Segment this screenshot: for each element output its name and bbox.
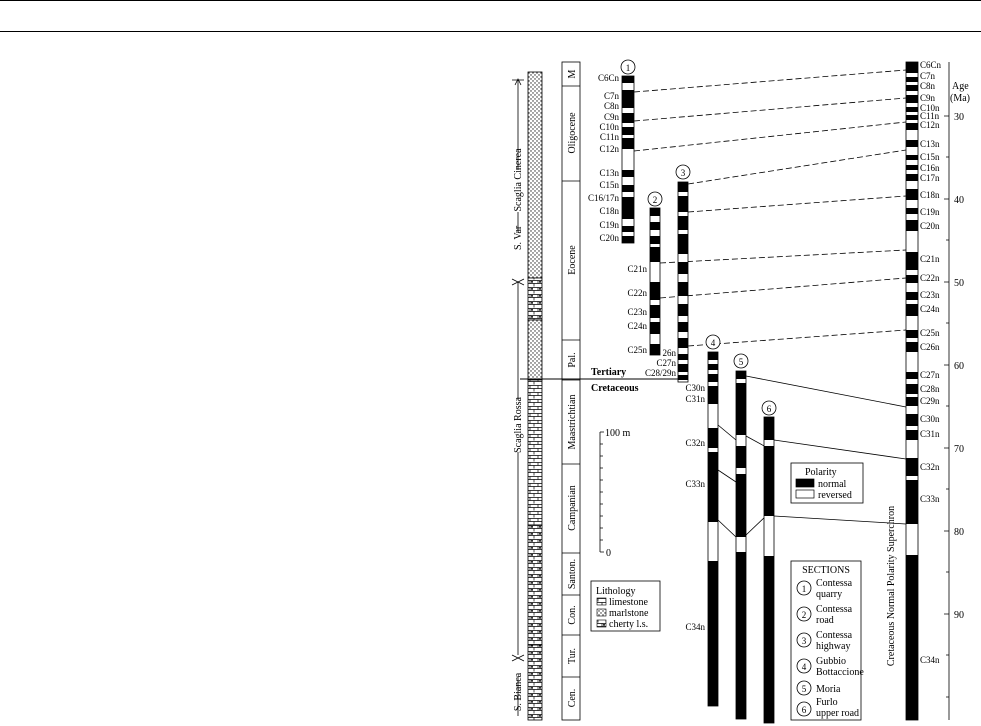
epoch-campanian: Campanian bbox=[567, 485, 578, 531]
section-markers bbox=[621, 60, 776, 415]
svg-text:4: 4 bbox=[710, 338, 716, 348]
chron-label: C16/17n bbox=[587, 193, 619, 203]
epoch-con: Con. bbox=[567, 605, 578, 625]
chron-label: C17n bbox=[920, 173, 940, 183]
age-axis bbox=[944, 62, 970, 720]
superchron-label: Cretaceous Normal Polarity Superchron bbox=[886, 505, 897, 667]
chron-label: C31n bbox=[920, 429, 940, 439]
section-marker-2 bbox=[648, 192, 662, 206]
lithology-legend-limestone: limestone bbox=[609, 597, 648, 608]
epoch-column bbox=[562, 62, 580, 720]
chron-label: C24n bbox=[920, 304, 940, 314]
svg-text:Gubbio: Gubbio bbox=[816, 656, 846, 667]
svg-text:1: 1 bbox=[625, 63, 631, 73]
column-1 bbox=[622, 76, 634, 243]
age-axis-title: Age bbox=[952, 81, 969, 92]
svg-text:3: 3 bbox=[801, 636, 807, 646]
age-tick-label: 70 bbox=[954, 444, 964, 455]
chron-label: C15n bbox=[599, 180, 619, 190]
svg-text:Contessa: Contessa bbox=[816, 578, 853, 589]
chron-label: 26n bbox=[662, 348, 676, 358]
polarity-legend-normal: normal bbox=[818, 479, 847, 490]
chron-label: C9n bbox=[603, 112, 619, 122]
chron-label: C24n bbox=[627, 321, 647, 331]
svg-text:Contessa: Contessa bbox=[816, 604, 853, 615]
chron-label: C26n bbox=[920, 342, 940, 352]
epoch-tur: Tur. bbox=[567, 647, 578, 665]
chron-label: C12n bbox=[920, 120, 940, 130]
chron-label: C11n bbox=[920, 111, 940, 121]
formation-scaglia-cinerea: Scaglia Cinerea bbox=[513, 148, 524, 212]
scale-bar-top-label: 100 m bbox=[605, 428, 631, 439]
chron-label: C34n bbox=[920, 655, 940, 665]
sections-legend-title: SECTIONS bbox=[802, 565, 850, 576]
reference-column bbox=[906, 62, 918, 720]
svg-text:4: 4 bbox=[801, 662, 807, 672]
column-2 bbox=[650, 208, 660, 355]
section-marker-3 bbox=[676, 165, 690, 179]
section-marker-5 bbox=[734, 354, 748, 368]
svg-text:upper road: upper road bbox=[816, 708, 860, 719]
epoch-pal: Pal. bbox=[567, 352, 578, 368]
chron-label: C18n bbox=[920, 190, 940, 200]
chron-label: C34n bbox=[685, 622, 705, 632]
chron-label: C20n bbox=[599, 233, 619, 243]
age-tick-label: 60 bbox=[954, 361, 964, 372]
chron-label: C7n bbox=[603, 91, 619, 101]
chron-label: C27n bbox=[920, 370, 940, 380]
section-marker-4 bbox=[706, 335, 720, 349]
sections-legend bbox=[791, 561, 864, 720]
chron-label: C23n bbox=[627, 307, 647, 317]
scale-bar-bottom-label: 0 bbox=[606, 548, 611, 559]
svg-text:Furlo: Furlo bbox=[816, 697, 838, 708]
chron-label: C10n bbox=[599, 122, 619, 132]
chron-label: C19n bbox=[599, 220, 619, 230]
chron-label: C29n bbox=[920, 396, 940, 406]
age-tick-label: 30 bbox=[954, 112, 964, 123]
svg-text:3: 3 bbox=[680, 168, 686, 178]
age-tick-label: 90 bbox=[954, 610, 964, 621]
tertiary-label: Tertiary bbox=[591, 367, 627, 378]
section-marker-1 bbox=[621, 60, 635, 74]
sections-legend-item bbox=[797, 681, 841, 695]
chron-label: C22n bbox=[920, 273, 940, 283]
chron-label: C22n bbox=[627, 288, 647, 298]
chron-label: C21n bbox=[627, 264, 647, 274]
column-3 bbox=[678, 182, 688, 382]
lithology-legend-title: Lithology bbox=[596, 586, 636, 597]
age-tick-label: 40 bbox=[954, 195, 964, 206]
epoch-santon: Santon. bbox=[567, 558, 578, 590]
chron-label: C30n bbox=[920, 414, 940, 424]
svg-text:6: 6 bbox=[766, 404, 772, 414]
chron-label: C8n bbox=[603, 101, 619, 111]
chron-label: C20n bbox=[920, 221, 940, 231]
svg-text:Moria: Moria bbox=[816, 684, 841, 695]
section-marker-6 bbox=[762, 401, 776, 415]
reference-chron-labels bbox=[920, 60, 942, 665]
chron-label: C33n bbox=[685, 479, 705, 489]
formation-s-bianca: S. Bianca bbox=[513, 672, 524, 712]
lithology-legend-cherty: cherty l.s. bbox=[609, 619, 649, 630]
chron-label: C6Cn bbox=[597, 73, 619, 83]
chron-label: C32n bbox=[920, 462, 940, 472]
chron-label: C25n bbox=[920, 328, 940, 338]
chron-label: C32n bbox=[685, 438, 705, 448]
chron-label: C28/29n bbox=[644, 368, 676, 378]
column-3-chron-labels bbox=[645, 348, 706, 404]
formation-labels bbox=[513, 148, 524, 711]
svg-text:highway: highway bbox=[816, 641, 851, 652]
chron-label: C21n bbox=[920, 254, 940, 264]
age-tick-label: 80 bbox=[954, 527, 964, 538]
formation-s-var: S. Var bbox=[513, 225, 524, 250]
chron-label: C27n bbox=[656, 358, 676, 368]
lithology-legend bbox=[591, 581, 660, 631]
age-tick-label: 50 bbox=[954, 278, 964, 289]
chron-label: C10n bbox=[920, 103, 940, 113]
svg-text:1: 1 bbox=[801, 584, 807, 594]
chron-label: C7n bbox=[920, 71, 936, 81]
epoch-maastrichtian: Maastrichtian bbox=[567, 394, 578, 450]
column-5 bbox=[736, 371, 746, 719]
epoch-eocene: Eocene bbox=[567, 245, 578, 275]
column-4-chron-labels bbox=[685, 438, 705, 632]
chron-label: C9n bbox=[920, 93, 936, 103]
chron-label: C8n bbox=[920, 81, 936, 91]
cretaceous-label: Cretaceous bbox=[591, 383, 639, 394]
chron-label: C33n bbox=[920, 494, 940, 504]
svg-text:2: 2 bbox=[652, 195, 658, 205]
column-1-chron-labels bbox=[588, 73, 620, 243]
chron-label: C18n bbox=[599, 206, 619, 216]
chron-label: C25n bbox=[627, 345, 647, 355]
svg-text:quarry: quarry bbox=[816, 589, 843, 600]
chron-label: C31n bbox=[685, 394, 705, 404]
epoch-oligocene: Oligocene bbox=[567, 112, 578, 154]
epoch-m: M bbox=[567, 69, 578, 79]
svg-text:Contessa: Contessa bbox=[816, 630, 853, 641]
polarity-legend-title: Polarity bbox=[805, 467, 837, 478]
column-2-chron-labels bbox=[627, 264, 647, 355]
svg-text:5: 5 bbox=[738, 357, 744, 367]
column-4 bbox=[708, 352, 718, 706]
chron-label: C6Cn bbox=[920, 60, 942, 70]
lithology-column bbox=[528, 72, 542, 720]
chron-label: C16n bbox=[920, 163, 940, 173]
svg-text:road: road bbox=[816, 615, 834, 626]
chron-label: C30n bbox=[685, 383, 705, 393]
column-6 bbox=[764, 417, 774, 723]
svg-text:Bottaccione: Bottaccione bbox=[816, 667, 864, 678]
lithology-legend-marlstone: marlstone bbox=[609, 608, 649, 619]
chron-label: C23n bbox=[920, 290, 940, 300]
scale-bar bbox=[600, 432, 604, 552]
polarity-legend bbox=[791, 463, 863, 503]
chron-label: C12n bbox=[599, 144, 619, 154]
formation-scaglia-rossa: Scaglia Rossa bbox=[513, 397, 524, 453]
svg-text:5: 5 bbox=[801, 684, 807, 694]
chron-label: C13n bbox=[599, 168, 619, 178]
polarity-legend-reversed: reversed bbox=[818, 490, 852, 501]
chron-label: C15n bbox=[920, 152, 940, 162]
chron-label: C11n bbox=[599, 132, 619, 142]
age-axis-unit: (Ma) bbox=[950, 93, 970, 104]
chron-label: C28n bbox=[920, 384, 940, 394]
chron-label: C19n bbox=[920, 207, 940, 217]
svg-text:6: 6 bbox=[801, 705, 807, 715]
epoch-cen: Cen. bbox=[567, 688, 578, 708]
svg-text:2: 2 bbox=[801, 610, 807, 620]
chron-label: C13n bbox=[920, 139, 940, 149]
